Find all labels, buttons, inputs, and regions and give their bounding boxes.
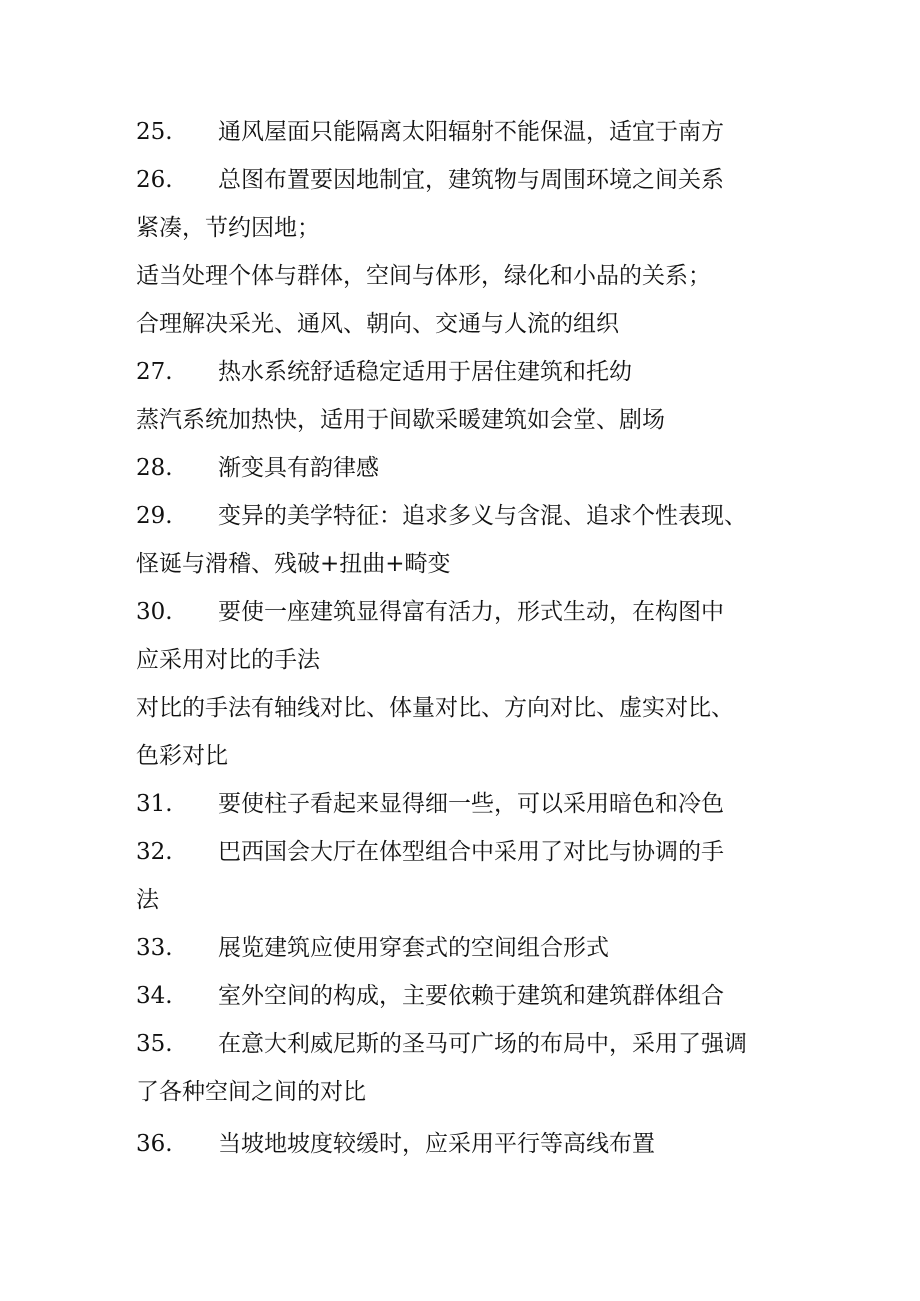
line-text: 色彩对比 [136, 743, 228, 769]
text-line [136, 1068, 796, 1116]
item-number: 27. [136, 359, 173, 385]
item-number: 28. [136, 455, 173, 481]
text-line [136, 684, 796, 732]
text-line [136, 156, 796, 204]
line-text: 应采用对比的手法 [136, 647, 320, 673]
text-line [136, 924, 796, 972]
text-line [136, 540, 796, 588]
text-line [136, 348, 796, 396]
text-line [136, 396, 796, 444]
line-text: 蒸汽系统加热快，适用于间歇采暖建筑如会堂、剧场 [136, 407, 665, 433]
item-number: 25. [136, 119, 173, 145]
line-text: 展览建筑应使用穿套式的空间组合形式 [218, 935, 609, 961]
text-line [136, 300, 796, 348]
line-text: 总图布置要因地制宜，建筑物与周围环境之间关系 [218, 167, 724, 193]
line-text: 渐变具有韵律感 [218, 455, 379, 481]
text-line [136, 1120, 796, 1168]
line-text: 法 [136, 887, 159, 913]
item-number: 34. [136, 983, 173, 1009]
line-text: 紧凑，节约因地； [136, 215, 320, 241]
item-number: 26. [136, 167, 173, 193]
text-line [136, 780, 796, 828]
line-text: 在意大利威尼斯的圣马可广场的布局中，采用了强调 [218, 1031, 747, 1057]
item-number: 31. [136, 791, 173, 817]
text-line [136, 636, 796, 684]
line-text: 要使柱子看起来显得细一些，可以采用暗色和冷色 [218, 791, 724, 817]
text-line [136, 1020, 796, 1068]
item-number: 30. [136, 599, 173, 625]
text-line [136, 252, 796, 300]
line-text: 当坡地坡度较缓时，应采用平行等高线布置 [218, 1131, 655, 1157]
line-text: 了各种空间之间的对比 [136, 1079, 366, 1105]
text-line [136, 876, 796, 924]
text-line [136, 492, 796, 540]
line-text: 适当处理个体与群体，空间与体形，绿化和小品的关系； [136, 263, 711, 289]
text-line [136, 204, 796, 252]
line-text: 要使一座建筑显得富有活力，形式生动，在构图中 [218, 599, 724, 625]
text-line [136, 108, 796, 156]
line-text: 变异的美学特征：追求多义与含混、追求个性表现、 [218, 503, 747, 529]
item-number: 35. [136, 1031, 173, 1057]
line-text: 对比的手法有轴线对比、体量对比、方向对比、虚实对比、 [136, 695, 734, 721]
text-line [136, 444, 796, 492]
document-body [136, 108, 796, 1168]
text-line [136, 588, 796, 636]
line-text: 合理解决采光、通风、朝向、交通与人流的组织 [136, 311, 619, 337]
item-number: 33. [136, 935, 173, 961]
line-text: 热水系统舒适稳定适用于居住建筑和托幼 [218, 359, 632, 385]
line-text: 怪诞与滑稽、残破+扭曲+畸变 [136, 551, 451, 577]
line-text: 室外空间的构成，主要依赖于建筑和建筑群体组合 [218, 983, 724, 1009]
text-line [136, 828, 796, 876]
text-line [136, 972, 796, 1020]
item-number: 36. [136, 1131, 173, 1157]
text-line [136, 732, 796, 780]
line-text: 通风屋面只能隔离太阳辐射不能保温，适宜于南方 [218, 119, 724, 145]
item-number: 32. [136, 839, 173, 865]
line-text: 巴西国会大厅在体型组合中采用了对比与协调的手 [218, 839, 724, 865]
item-number: 29. [136, 503, 173, 529]
